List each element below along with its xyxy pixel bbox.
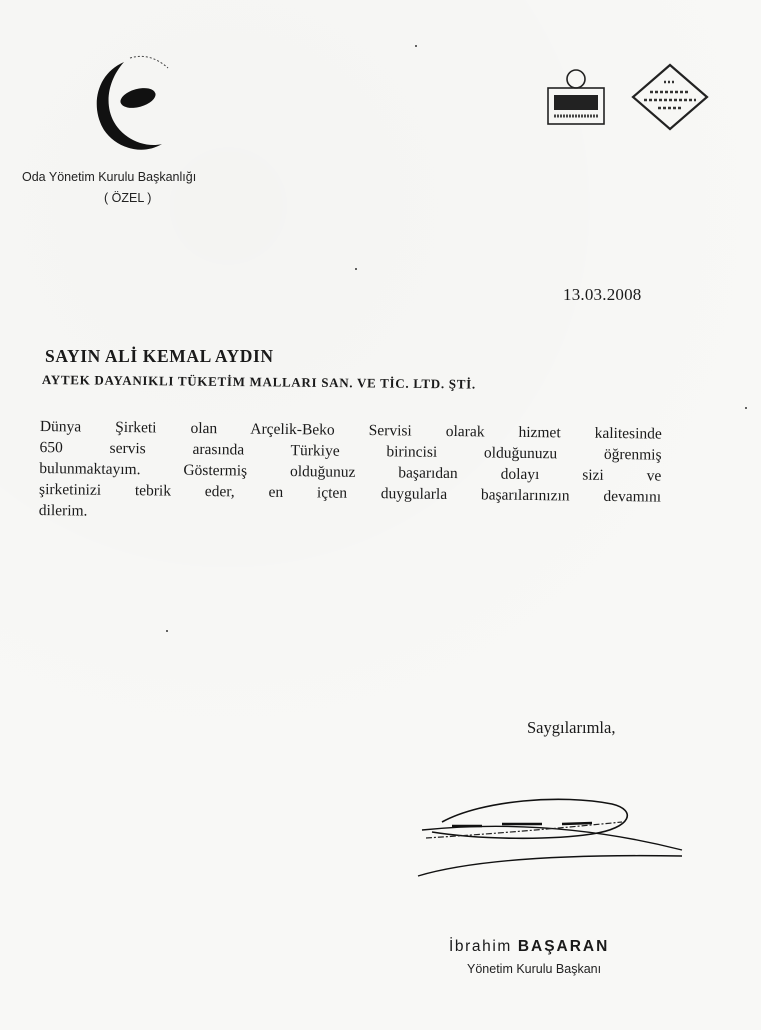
scan-speck [415, 45, 417, 47]
signature-icon [412, 780, 702, 890]
signer-title: Yönetim Kurulu Başkanı [467, 962, 602, 976]
scan-speck [355, 268, 357, 270]
signer-last-name: BAŞARAN [517, 938, 610, 955]
letter-date: 13.03.2008 [563, 285, 642, 304]
body-line: dilerim. [38, 501, 88, 520]
chamber-logo-icon [90, 52, 180, 162]
body-line: şirketinizi tebrik eder, en içten duygularla başarılarınızın devamını [38, 480, 662, 506]
body-line: Dünya Şirketi olan Arçelik-Beko Servisi olarak hizmet kalitesinde [39, 417, 662, 443]
body-line: 650 servis arasında Türkiye birincisi olduğunuzu öğrenmiş [39, 438, 662, 464]
body-line: bulunmaktayım. Göstermiş olduğunuz başarıdan dolayı sizi ve [39, 459, 662, 485]
org-private-label: ( ÖZEL ) [104, 191, 152, 205]
signer-first-name: İbrahim [449, 938, 512, 955]
org-title: Oda Yönetim Kurulu Başkanlığı [22, 170, 197, 184]
scan-speck [745, 407, 747, 409]
tobb-badge-icon [546, 68, 606, 126]
closing-salutation: Saygılarımla, [527, 718, 616, 737]
recipient-company: AYTEK DAYANIKLI TÜKETİM MALLARI SAN. VE TİC. LTD. ŞTİ. [41, 372, 476, 392]
recipient-name: SAYIN ALİ KEMAL AYDIN [45, 346, 274, 366]
scan-speck [166, 630, 168, 632]
letter-body [39, 416, 662, 529]
signer-name [449, 938, 609, 956]
tse-iso-9000-badge-icon [630, 62, 710, 132]
